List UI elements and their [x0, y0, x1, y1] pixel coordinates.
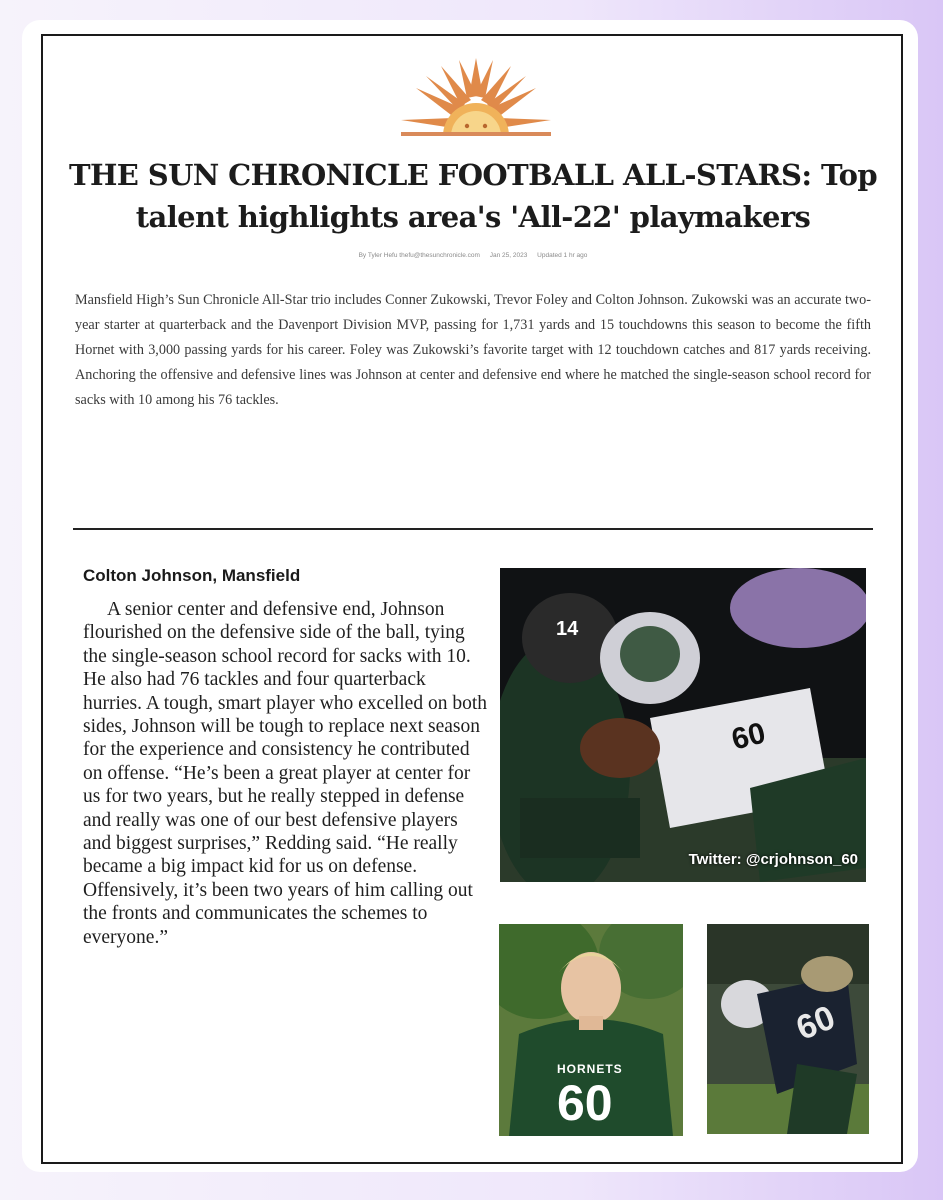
jersey-number-14: 14: [556, 618, 579, 640]
jersey-word: HORNETS: [557, 1062, 623, 1076]
player-heading: Colton Johnson, Mansfield: [83, 566, 301, 585]
article-intro: Mansfield High’s Sun Chronicle All-Star trio includes Conner Zukowski, Trevor Foley and Colton Johnson. Zukowski was an accurate two-year starter at quarterback and the Davenport Division MVP, passing for 1,731 yards and 15 touchdowns this season to become the fifth Hornet with 3,000 passing yards for his career. Foley was Zukowski’s favorite target with 12 touchdown catches and 817 yards receiving. Anchoring the offensive and defensive lines was Johnson at center and defensive end where he matched the single-season school record for sacks with 10 among his 76 tackles.: [75, 292, 871, 408]
main-action-photo: [500, 568, 866, 882]
byline-updated: Updated 1 hr ago: [537, 252, 588, 259]
secondary-action-photo: [707, 924, 869, 1134]
player-body: A senior center and defensive end, Johnson flourished on the defensive side of the ball, tying the single-season school record for sacks with 10. He also had 76 tackles and four quarterback hurries. A tough, smart player who excelled on both sides, Johnson will be tough to replace next season for the experience and consistency he contributed on offense. “He’s been a great player at center for us for two years, but he really stepped in defense and really was one of our best defensive players and biggest surprises,” Redding said. “He really became a big impact kid for us on defense. Offensively, it’s been two years of him calling out the fronts and communicates the schemes to everyone.”: [83, 599, 487, 948]
action-jersey-number: 60: [791, 998, 841, 1048]
section-divider: [73, 528, 873, 530]
jersey-number-60: 60: [728, 716, 769, 757]
byline-author[interactable]: By Tyler Hefu thefu@thesunchronicle.com: [358, 252, 480, 259]
newspaper-clipping: [41, 34, 903, 1164]
article-byline: [43, 252, 903, 259]
article-headline: THE SUN CHRONICLE FOOTBALL ALL-STARS: Top talent highlights area's 'All-22' playmakers: [68, 158, 878, 234]
portrait-jersey-number: 60: [557, 1075, 613, 1131]
football-action-image: [500, 568, 866, 882]
byline-date: Jan 25, 2023: [489, 252, 528, 259]
photo-credit: Twitter: @crjohnson_60: [688, 851, 858, 868]
sun-logo-icon: [401, 56, 551, 136]
secondary-action-image: [707, 924, 869, 1134]
player-portrait-photo: [499, 924, 683, 1136]
